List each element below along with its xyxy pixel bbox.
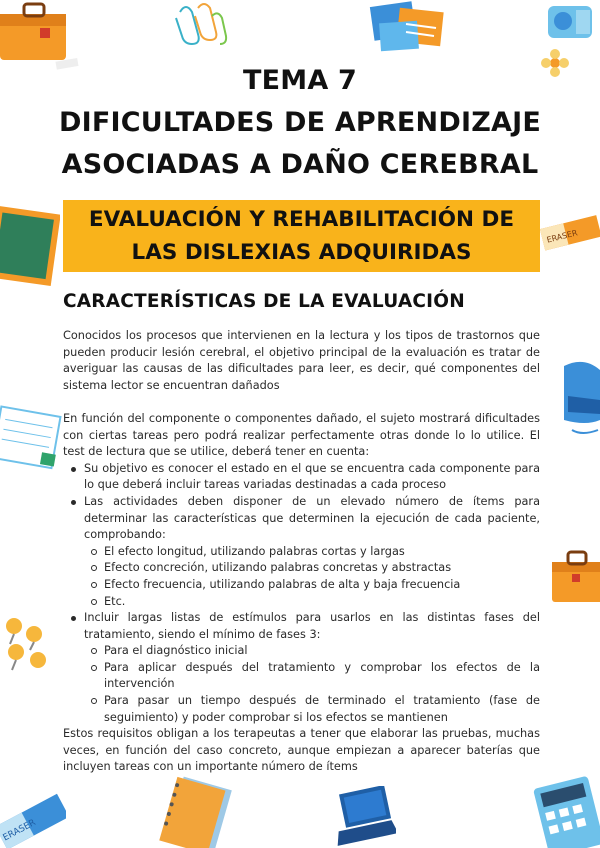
paragraph-3: Estos requisitos obligan a los terapeutas a tener que elaborar las pruebas, muchas veces, en función del caso concreto, aunque empiezan a aparecer baterías que incluyen tareas con un importante número de ítems: [63, 727, 540, 774]
sub-list-item: Para aplicar después del tratamiento y comprobar los efectos de la intervención: [63, 660, 540, 693]
sticky-notes-icon: [366, 0, 452, 56]
sub-list: [84, 643, 540, 726]
eraser-icon: [540, 212, 600, 256]
laptop-icon: [330, 786, 396, 848]
section-heading: CARACTERÍSTICAS DE LA EVALUACIÓN: [63, 291, 465, 312]
sub-list-item: Para el diagnóstico inicial: [63, 643, 540, 660]
paragraph-1: Conocidos los procesos que intervienen en la lectura y los tipos de trastornos que pueden producir lesión cerebral, el objetivo principal de la evaluación es tratar de averiguar las causas de las dificultades para leer, es decir, qué componentes del sistema lector se encuentran dañados: [63, 329, 540, 392]
list-item-text: Incluir largas listas de estímulos para usarlos en las distintas fases del tratamiento, siendo el mínimo de fases 3:: [84, 611, 540, 641]
notebook-icon: [158, 774, 240, 848]
subtitle-banner: [63, 200, 540, 272]
sub-list-item: Etc.: [63, 594, 540, 611]
svg-text:ERASER: ERASER: [545, 228, 579, 245]
stapler-icon: [558, 356, 600, 444]
title-line-3: ASOCIADAS A DAÑO CEREBRAL: [61, 149, 539, 180]
section-body: [63, 328, 540, 776]
briefcase-icon: [548, 548, 600, 608]
sub-list-item: El efecto longitud, utilizando palabras cortas y largas: [63, 544, 540, 561]
sub-list-item: Efecto concreción, utilizando palabras concretas y abstractas: [63, 560, 540, 577]
paperclips-icon: [172, 2, 232, 50]
calculator-icon: [532, 774, 600, 848]
sub-list: [84, 544, 540, 610]
list-item: [63, 461, 540, 494]
list-item-text: Su objetivo es conocer el estado en el que se encuentra cada componente para lo que deberá incluir tareas variadas destinadas a cada proceso: [84, 461, 540, 492]
svg-text:ERASER: ERASER: [1, 817, 38, 844]
title-line-1: TEMA 7: [242, 65, 357, 96]
title-line-2: DIFICULTADES DE APRENDIZAJE: [59, 107, 541, 138]
page-title: [0, 60, 600, 186]
paragraph-2: En función del componente o componentes dañado, el sujeto mostrará dificultades con ciertas tareas pero podrá realizar perfectamente otras donde lo lo utilice. El test de lectura que se utilice, deberá tener en cuenta:: [63, 411, 540, 459]
list-item-text: Las actividades deben disponer de un elevado número de ítems para determinar las características que determinen la ejecución de cada paciente, comprobando:: [84, 494, 540, 542]
thumbtacks-icon: [0, 612, 56, 678]
notepad-icon: [0, 404, 64, 478]
sub-list-item: Efecto frecuencia, utilizando palabras de alta y baja frecuencia: [63, 577, 540, 594]
eraser-icon: [0, 790, 66, 848]
requirements-list: [63, 461, 540, 727]
chalkboard-icon: [0, 206, 60, 290]
banner-line-1: EVALUACIÓN Y REHABILITACIÓN DE: [88, 207, 515, 232]
banner-line-2: LAS DISLEXIAS ADQUIRIDAS: [131, 240, 472, 265]
list-item: [63, 494, 540, 610]
list-item: [63, 610, 540, 726]
pencil-sharpener-icon: [540, 0, 600, 48]
sub-list-item: Para pasar un tiempo después de terminado el tratamiento (fase de seguimiento) y poder comprobar si los efectos se mantienen: [63, 693, 540, 726]
